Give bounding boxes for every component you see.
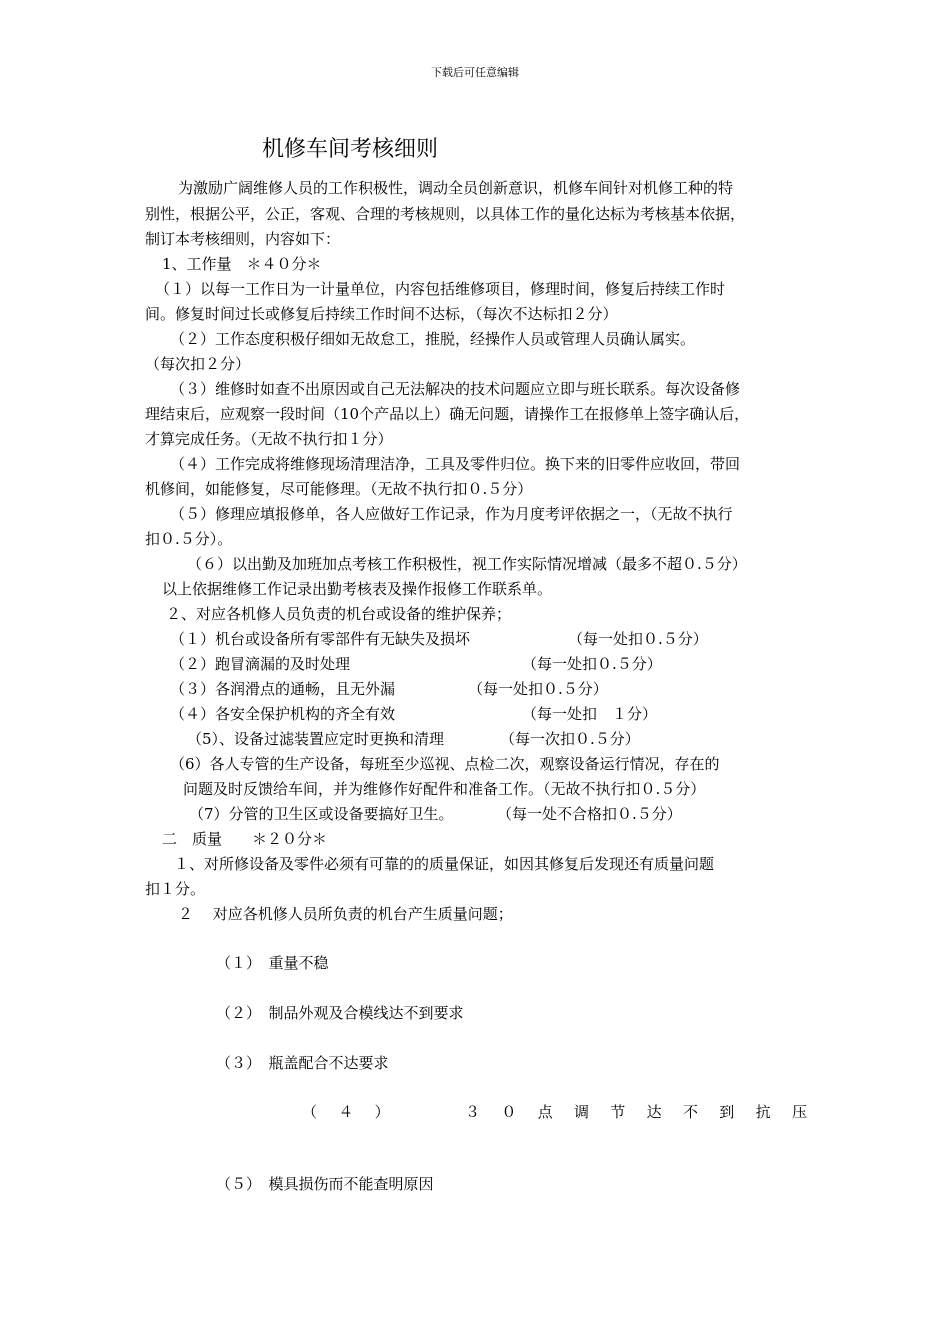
paragraph-line: （２）工作态度积极仔细如无故怠工，推脱，经操作人员或管理人员确认属实。 [170,330,696,348]
char: 抗 [755,1103,771,1121]
char: ） [374,1103,390,1121]
list-item-penalty: （每一处扣 １分） [522,705,658,723]
paragraph-line: 扣１分。 [145,880,206,898]
list-item: （２）跑冒滴漏的及时处理 [170,655,351,673]
char: ４ [338,1103,354,1121]
list-item-penalty: （每一处扣０.５分） [522,655,662,673]
char: 节 [610,1103,626,1121]
list-item: （１） 重量不稳 [216,954,329,972]
list-item-penalty: （每一次扣０.５分） [500,730,640,748]
char: 点 [537,1103,553,1121]
list-item: （２） 制品外观及合模线达不到要求 [216,1004,464,1022]
section-heading: 1、工作量 ＊４０分＊ [162,255,322,273]
paragraph-line: 理结束后，应观察一段时间（10个产品以上）确无问题，请操作工在报修单上签字确认后， [145,405,750,423]
char: 压 [791,1103,807,1121]
char: 不 [682,1103,698,1121]
list-item: （３）各润滑点的通畅，且无外漏 [170,680,396,698]
list-item-penalty: （每一处不合格扣０.５分） [497,805,682,823]
justified-list-item [302,1102,807,1122]
document-title: 机修车间考核细则 [262,137,439,162]
list-item: （５） 模具损伤而不能查明原因 [216,1175,434,1193]
paragraph-line: 别性，根据公平，公正，客观、合理的考核规则，以具体工作的量化达标为考核基本依据， [145,205,746,223]
paragraph-line: （１）以每一工作日为一计量单位，内容包括维修项目，修理时间，修复后持续工作时 [155,280,726,298]
paragraph-line: （每次扣２分） [145,355,251,373]
char: ３ [464,1103,480,1121]
paragraph-line: ２ 对应各机修人员所负责的机台产生质量问题； [178,905,513,923]
paragraph-line: 为激励广阔维修人员的工作积极性，调动全员创新意识，机修车间针对机修工种的特 [178,179,734,197]
paragraph-line: 间。修复时间过长或修复后持续工作时间不达标，（每次不达标扣２分） [145,305,618,323]
paragraph-line: （６）以出勤及加班加点考核工作积极性，视工作实际情况增减（最多不超０.５分） [187,555,747,573]
list-item: （7）分管的卫生区或设备要搞好卫生。 [189,805,454,823]
char: 到 [719,1103,735,1121]
page-header: 下载后可任意编辑 [431,66,519,79]
paragraph-line: （３）维修时如查不出原因或自己无法解决的技术问题应立即与班长联系。每次设备修 [170,380,741,398]
char: ０ [501,1103,517,1121]
list-item-penalty: （每一处扣０.５分） [568,630,708,648]
list-item-penalty: （每一处扣０.５分） [468,680,608,698]
paragraph-line: 才算完成任务。（无故不执行扣１分） [145,430,393,448]
paragraph-line: 机修间，如能修复，尽可能修理。（无故不执行扣０.５分） [145,480,533,498]
paragraph-line: （５）修理应填报修单，各人应做好工作记录，作为月度考评依据之一，（无故不执行 [170,505,733,523]
section-heading: ２、对应各机修人员负责的机台或设备的维护保养； [166,605,512,623]
section-heading: 二 质量 ＊２０分＊ [162,830,328,848]
list-item: （6）各人专管的生产设备，每班至少巡视、点检二次，观察设备运行情况，存在的 [170,755,720,773]
char: （ [302,1103,318,1121]
char: 调 [573,1103,589,1121]
list-item: （１）机台或设备所有零部件有无缺失及损坏 [170,630,471,648]
paragraph-line: 以上依据维修工作记录出勤考核表及操作报修工作联系单。 [162,580,553,598]
paragraph-line: 制订本考核细则，内容如下： [145,230,341,248]
list-item: （３） 瓶盖配合不达要求 [216,1054,389,1072]
char: 达 [646,1103,662,1121]
list-item: （5）、设备过滤装置应定时更换和清理 [187,730,445,748]
paragraph-line: 扣０.５分）。 [145,530,233,548]
paragraph-line: （４）工作完成将维修现场清理洁净，工具及零件归位。换下来的旧零件应收回，带回 [170,455,741,473]
list-item: 问题及时反馈给车间，并为维修作好配件和准备工作。（无故不执行扣０.５分） [183,780,706,798]
paragraph-line: １、对所修设备及零件必须有可靠的的质量保证，如因其修复后发现还有质量问题 [174,855,715,873]
list-item: （４）各安全保护机构的齐全有效 [170,705,396,723]
